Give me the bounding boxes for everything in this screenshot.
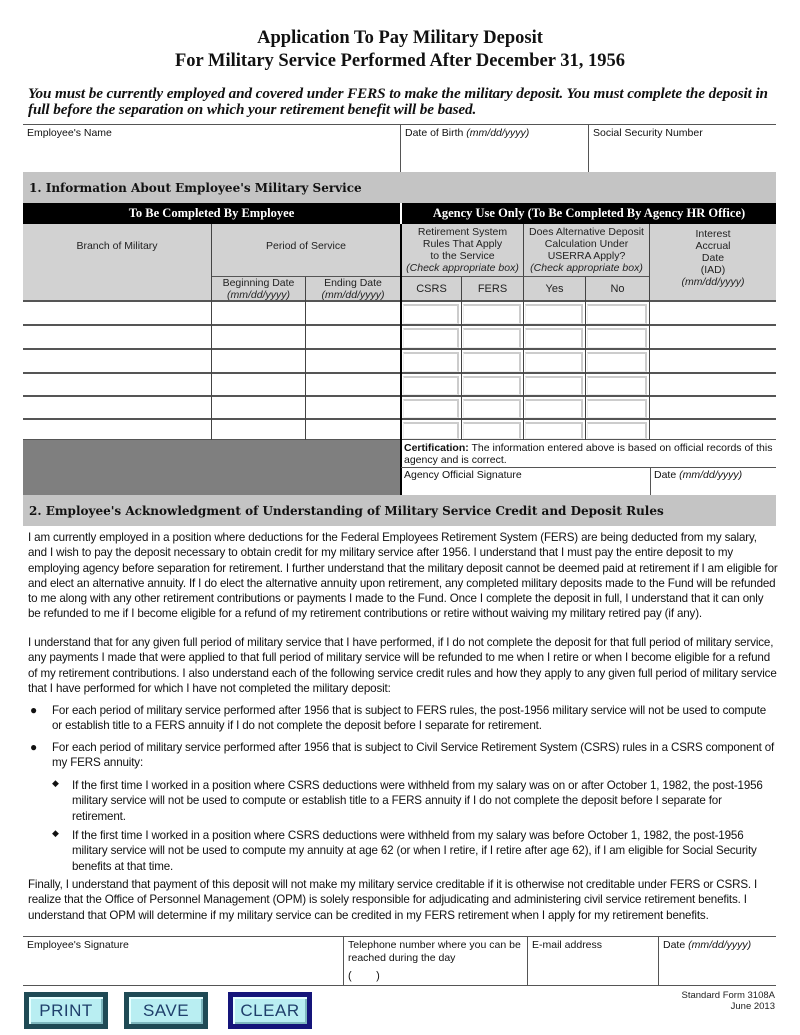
begin-date-input[interactable] [212, 397, 305, 418]
iad-input[interactable] [650, 302, 776, 324]
fers-checkbox[interactable] [463, 376, 521, 395]
end-date-input[interactable] [306, 326, 400, 348]
agency-date-format: (mm/dd/yyyy) [679, 469, 743, 481]
section1-heading: 1. Information About Employee's Military Service [23, 172, 776, 203]
employee-signature-field[interactable] [23, 937, 343, 985]
begin-date-input[interactable] [212, 302, 305, 324]
fers-checkbox[interactable] [463, 304, 521, 324]
employee-date-field[interactable] [658, 937, 776, 985]
userra-no-checkbox[interactable] [587, 399, 647, 418]
userra-no-checkbox[interactable] [587, 422, 647, 439]
fers-checkbox[interactable] [463, 422, 521, 439]
email-label: E-mail address [532, 939, 603, 951]
header-yes: Yes [524, 277, 585, 300]
userra-yes-checkbox[interactable] [525, 304, 583, 324]
phone-field[interactable] [343, 937, 527, 985]
employee-name-label: Employee's Name [27, 127, 112, 139]
fers-checkbox[interactable] [463, 352, 521, 372]
bullet-icon: ● [30, 740, 38, 754]
header-branch: Branch of Military [23, 224, 211, 300]
form-revision-date: June 2013 [730, 1001, 775, 1012]
end-date-input[interactable] [306, 374, 400, 395]
end-date-input[interactable] [306, 397, 400, 418]
form-title: Application To Pay Military Deposit [257, 28, 543, 48]
rule-bullet-csrs: For each period of military service performed after 1956 that is subject to Civil Service Retirement System (CSRS) rules in a CSRS component of my FERS annuity: [52, 741, 775, 770]
form-subtitle: For Military Service Performed After December 31, 1956 [175, 51, 625, 71]
agency-bar-label: Agency Use Only (To Be Completed By Agency HR Office) [432, 206, 746, 220]
diamond-bullet-icon: ◆ [52, 828, 59, 838]
userra-yes-checkbox[interactable] [525, 352, 583, 372]
section2-heading: 2. Employee's Acknowledgment of Understanding of Military Service Credit and Deposit Rules [23, 495, 776, 526]
fers-checkbox[interactable] [463, 399, 521, 418]
rule-bullet-fers: For each period of military service performed after 1956 that is subject to FERS rules, the post-1956 military service will not be used to compute or establish title to a FERS annuity if I do not complete the deposit before I separate for retirement. [52, 704, 766, 733]
table-row [23, 326, 776, 348]
csrs-checkbox[interactable] [403, 328, 459, 348]
branch-input[interactable] [23, 374, 211, 395]
userra-yes-checkbox[interactable] [525, 376, 583, 395]
branch-input[interactable] [23, 350, 211, 372]
header-csrs: CSRS [402, 277, 461, 300]
userra-no-checkbox[interactable] [587, 304, 647, 324]
userra-yes-checkbox[interactable] [525, 399, 583, 418]
userra-no-checkbox[interactable] [587, 352, 647, 372]
userra-no-checkbox[interactable] [587, 328, 647, 348]
table-row [23, 350, 776, 372]
print-button[interactable]: PRINT [24, 992, 108, 1029]
iad-input[interactable] [650, 397, 776, 418]
end-date-input[interactable] [306, 302, 400, 324]
branch-input[interactable] [23, 302, 211, 324]
employee-signature-label: Employee's Signature [27, 939, 129, 951]
employee-date-label: Date [663, 939, 686, 951]
header-fers: FERS [462, 277, 523, 300]
iad-input[interactable] [650, 350, 776, 372]
table-row [23, 397, 776, 418]
begin-date-input[interactable] [212, 350, 305, 372]
csrs-checkbox[interactable] [403, 376, 459, 395]
employee-signature-row [23, 936, 776, 986]
clear-button[interactable]: CLEAR [228, 992, 312, 1029]
certification-text: Certification: The information entered above is based on official records of this agency and is correct. [401, 440, 776, 468]
ssn-label: Social Security Number [593, 127, 703, 139]
begin-date-input[interactable] [212, 420, 305, 439]
bullet-icon: ● [30, 703, 38, 717]
iad-input[interactable] [650, 420, 776, 439]
branch-input[interactable] [23, 397, 211, 418]
employee-info-row [23, 124, 776, 172]
employee-bar-label: To Be Completed By Employee [128, 206, 295, 220]
shaded-block [23, 440, 400, 495]
rule-subbullet-before-1982: If the first time I worked in a position where CSRS deductions were withheld from my salary was before October 1, 1982, the post-1956 military service will not be used to compute my annuity at age 62 (or when I retire, if I retire after age 62), if I am eligible for Social Security benefits at that time. [72, 829, 757, 873]
iad-input[interactable] [650, 326, 776, 348]
agency-date-label: Date [654, 469, 677, 481]
begin-date-input[interactable] [212, 326, 305, 348]
dob-label: Date of Birth [405, 127, 464, 139]
agency-signature-field[interactable] [401, 468, 650, 495]
branch-input[interactable] [23, 420, 211, 439]
table-row [23, 374, 776, 395]
userra-yes-checkbox[interactable] [525, 328, 583, 348]
csrs-checkbox[interactable] [403, 399, 459, 418]
header-retirement-system: Retirement System Rules That Apply to the Service (Check appropriate box) [402, 224, 523, 276]
eligibility-notice: You must be currently employed and covered under FERS to make the military deposit. You must complete the deposit in full before the separation on which your retirement benefit will be based. [28, 85, 768, 118]
table-row [23, 302, 776, 324]
dob-format: (mm/dd/yyyy) [466, 127, 530, 139]
csrs-checkbox[interactable] [403, 422, 459, 439]
email-field[interactable] [527, 937, 658, 985]
section1-subheader-bar [23, 203, 776, 224]
ssn-field[interactable] [588, 125, 776, 172]
employee-name-field[interactable] [23, 125, 400, 172]
header-period: Period of Service [212, 224, 400, 276]
csrs-checkbox[interactable] [403, 352, 459, 372]
diamond-bullet-icon: ◆ [52, 778, 59, 788]
save-button[interactable]: SAVE [124, 992, 208, 1029]
agency-date-field[interactable] [650, 468, 776, 495]
header-no: No [586, 277, 649, 300]
header-userra: Does Alternative Deposit Calculation Under USERRA Apply? (Check appropriate box) [524, 224, 649, 276]
end-date-input[interactable] [306, 350, 400, 372]
acknowledgment-paragraph-2: I understand that for any given full period of military service that I have performed, if I do not complete the deposit for that full period of military service, any payments I made that were applied to that full period of military service will be refunded to me when I retire or when I become eligible for a refund of my retirement contributions. I also understand each of the following service credit rules and how they apply to any given full period of military service that I have performed for which I have not completed the military deposit: [28, 636, 777, 695]
iad-input[interactable] [650, 374, 776, 395]
phone-area-code-parens: ( ) [348, 970, 380, 982]
form-number: Standard Form 3108A [681, 990, 775, 1001]
header-iad: Interest Accrual Date (IAD) (mm/dd/yyyy) [650, 224, 776, 300]
form-identifier [682, 990, 775, 1012]
fers-checkbox[interactable] [463, 328, 521, 348]
begin-date-input[interactable] [212, 374, 305, 395]
table-row [23, 420, 776, 439]
dob-field[interactable] [400, 125, 588, 172]
branch-input[interactable] [23, 326, 211, 348]
acknowledgment-paragraph-1: I am currently employed in a position where deductions for the Federal Employees Retirement System (FERS) are being deducted from my salary, and I wish to pay the deposit necessary to obtain credit for my military service after 1956. I understand that I must pay the entire deposit to my employing agency before separation for retirement. I further understand that the military deposit cannot be deemed paid at retirement if I am eligible for and elect an alternative annuity. If I do elect the alternative annuity upon retirement, any completed military deposits made to the Fund will be refunded to me along with any other retirement contributions or payments I made to the Fund. Once I complete the deposit in full, I understand that it can only be refunded to me if I become eligible for a refund of my retirement contributions or retire without waiving my military retired pay (if any). [28, 531, 778, 621]
employee-date-format: (mm/dd/yyyy) [688, 939, 752, 951]
header-end-date: Ending Date (mm/dd/yyyy) [306, 277, 400, 300]
acknowledgment-paragraph-3: Finally, I understand that payment of this deposit will not make my military service creditable if it is otherwise not creditable under FERS or CSRS. I realize that the Office of Personnel Management (OPM) is solely responsible for adjudicating and administering civil service retirement benefits. I understand that OPM will determine if my military service can be credited in my FERS retirement when I apply for my retirement benefits. [28, 878, 758, 922]
header-begin-date: Beginning Date (mm/dd/yyyy) [212, 277, 305, 300]
csrs-checkbox[interactable] [403, 304, 459, 324]
userra-yes-checkbox[interactable] [525, 422, 583, 439]
rule-subbullet-after-1982: If the first time I worked in a position where CSRS deductions were withheld from my salary was on or after October 1, 1982, the post-1956 military service will not be used to compute or establish title to a FERS annuity if I do not complete the deposit before I separate for retirement. [72, 779, 763, 823]
phone-label: Telephone number where you can be reached during the day [348, 939, 521, 964]
agency-signature-label: Agency Official Signature [404, 469, 522, 481]
end-date-input[interactable] [306, 420, 400, 439]
userra-no-checkbox[interactable] [587, 376, 647, 395]
